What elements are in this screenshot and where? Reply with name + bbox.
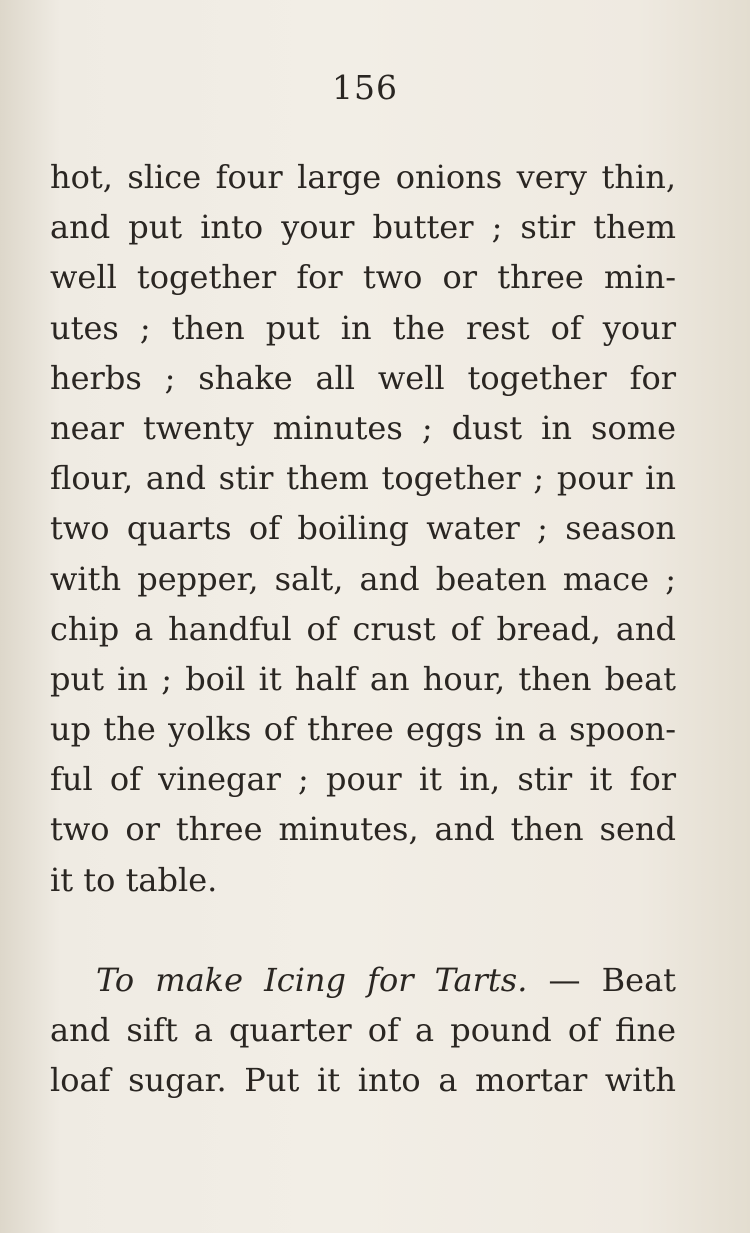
text-line: and sift a quarter of a pound of fine xyxy=(50,1011,676,1049)
paragraph-soup-continuation xyxy=(50,152,676,905)
text-line: ful of vinegar ; pour it in, stir it for xyxy=(50,760,676,799)
text-line: herbs ; shake all well together for xyxy=(50,358,676,397)
page-number: 156 xyxy=(332,68,398,107)
text-line: two or three minutes, and then send xyxy=(50,810,676,849)
text-line: loaf sugar. Put it into a mortar with xyxy=(50,1061,676,1100)
text-line: up the yolks of three eggs in a spoon- xyxy=(50,710,676,749)
text-line: and put into your butter ; stir them xyxy=(50,208,676,247)
text-line: two quarts of boiling water ; season xyxy=(50,509,676,548)
text-line: with pepper, salt, and beaten mace ; xyxy=(50,559,676,598)
text-line: well together for two or three min- xyxy=(50,258,676,297)
text-line: chip a handful of crust of bread, and xyxy=(50,609,676,648)
text-line: utes ; then put in the rest of your xyxy=(50,308,676,347)
paragraph-icing-recipe xyxy=(50,955,676,1106)
text-line: near twenty minutes ; dust in some xyxy=(50,408,676,447)
recipe-text-start: — Beat xyxy=(548,960,676,999)
recipe-heading-line xyxy=(50,955,676,1005)
paragraph-gap xyxy=(50,905,676,955)
text-line: put in ; boil it half an hour, then beat xyxy=(50,659,676,698)
recipe-title: To make Icing for Tarts. xyxy=(96,960,528,999)
page-body xyxy=(50,152,676,1105)
text-line: flour, and stir them together ; pour in xyxy=(50,459,676,498)
text-line: it to table. xyxy=(50,860,218,899)
text-line: hot, slice four large onions very thin, xyxy=(50,158,676,196)
